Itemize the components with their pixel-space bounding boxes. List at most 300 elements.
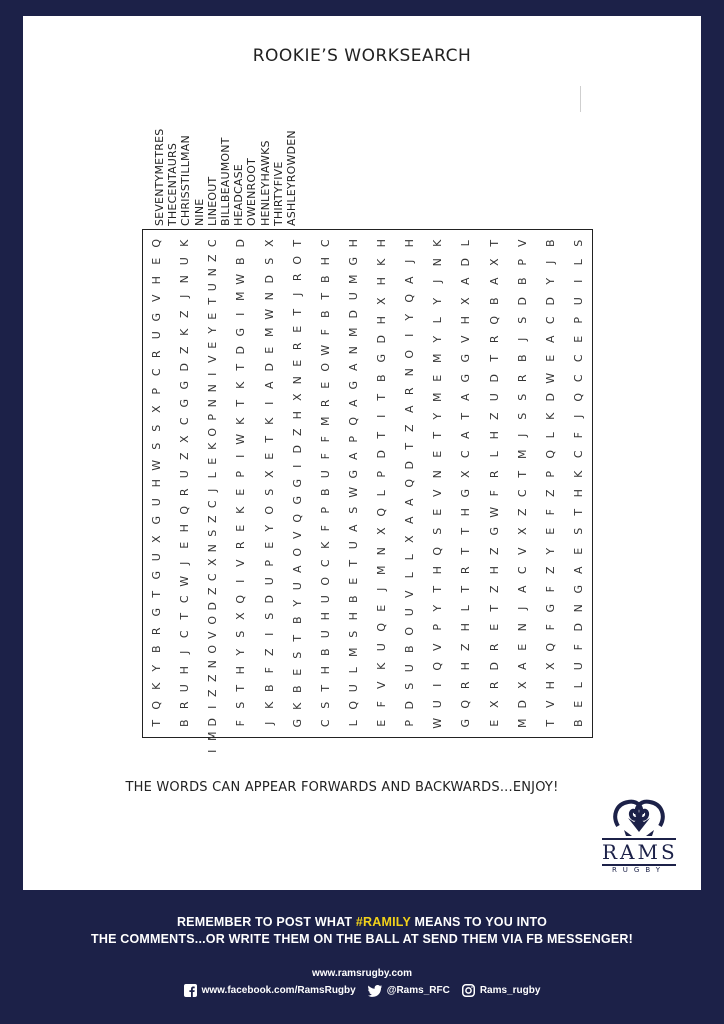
grid-letter[interactable]: D	[487, 661, 501, 671]
grid-letter[interactable]: J	[206, 488, 219, 492]
grid-letter[interactable]: R	[149, 350, 163, 358]
grid-letter[interactable]: W	[318, 344, 332, 356]
grid-letter[interactable]: N	[431, 469, 444, 478]
grid-letter[interactable]: X	[543, 662, 557, 670]
grid-letter[interactable]: O	[262, 505, 276, 515]
grid-letter[interactable]: T	[318, 684, 332, 692]
grid-letter[interactable]: D	[515, 700, 529, 709]
grid-letter[interactable]: X	[402, 534, 416, 543]
grid-letter[interactable]: S	[402, 683, 416, 690]
grid-letter[interactable]: G	[459, 354, 473, 363]
grid-letter[interactable]: X	[459, 297, 473, 305]
grid-letter[interactable]: N	[206, 384, 219, 393]
grid-letter[interactable]: U	[571, 662, 585, 671]
grid-letter[interactable]: A	[290, 565, 304, 573]
grid-letter[interactable]: T	[290, 308, 304, 316]
grid-letter[interactable]: K	[262, 417, 276, 425]
grid-letter[interactable]: Q	[149, 238, 163, 248]
grid-letter[interactable]: G	[177, 381, 191, 390]
grid-letter[interactable]: E	[206, 312, 219, 320]
grid-letter[interactable]: R	[177, 701, 191, 710]
grid-letter[interactable]: Q	[346, 416, 360, 426]
grid-letter[interactable]: R	[318, 399, 332, 408]
grid-letter[interactable]: Q	[177, 505, 191, 515]
grid-letter[interactable]: F	[487, 489, 501, 497]
grid-letter[interactable]: J	[431, 280, 444, 284]
grid-letter[interactable]: M	[346, 647, 360, 657]
grid-letter[interactable]: F	[543, 586, 557, 593]
grid-letter[interactable]: Y	[234, 648, 248, 656]
grid-letter[interactable]: K	[374, 662, 388, 670]
grid-letter[interactable]: Y	[431, 297, 444, 305]
grid-letter[interactable]: P	[262, 560, 276, 567]
grid-letter[interactable]: T	[571, 508, 585, 516]
grid-letter[interactable]: E	[431, 451, 444, 459]
grid-letter[interactable]: F	[318, 329, 332, 336]
grid-letter[interactable]: X	[149, 405, 163, 414]
grid-letter[interactable]: E	[571, 335, 585, 343]
grid-letter[interactable]: L	[402, 572, 416, 579]
grid-letter[interactable]: T	[234, 364, 248, 372]
grid-letter[interactable]: A	[346, 523, 360, 532]
grid-letter[interactable]: U	[318, 594, 332, 603]
grid-letter[interactable]: S	[234, 630, 248, 638]
grid-letter[interactable]: K	[290, 702, 304, 711]
grid-letter[interactable]: W	[234, 273, 248, 285]
grid-letter[interactable]: Q	[431, 661, 444, 671]
grid-letter[interactable]: R	[487, 470, 501, 478]
grid-letter[interactable]: I	[431, 683, 444, 687]
grid-letter[interactable]: W	[487, 506, 501, 518]
grid-letter[interactable]: V	[431, 489, 444, 497]
grid-letter[interactable]: C	[318, 559, 332, 568]
grid-letter[interactable]: T	[459, 585, 473, 593]
grid-letter[interactable]: F	[374, 701, 388, 708]
grid-letter[interactable]: H	[290, 410, 304, 419]
grid-letter[interactable]: M	[234, 291, 248, 302]
grid-letter[interactable]: F	[234, 720, 248, 727]
grid-letter[interactable]: W	[234, 433, 248, 445]
grid-letter[interactable]: I	[262, 401, 276, 405]
grid-letter[interactable]: D	[262, 594, 276, 604]
grid-letter[interactable]: S	[515, 393, 529, 401]
grid-letter[interactable]: E	[318, 382, 332, 389]
grid-letter[interactable]: Y	[206, 326, 219, 334]
grid-letter[interactable]: E	[206, 457, 219, 465]
grid-letter[interactable]: K	[177, 328, 191, 336]
grid-letter[interactable]: U	[177, 470, 191, 479]
grid-letter[interactable]: M	[431, 392, 444, 402]
grid-letter[interactable]: Q	[543, 642, 557, 652]
facebook-link[interactable]	[184, 984, 356, 997]
grid-letter[interactable]: W	[543, 372, 557, 384]
grid-letter[interactable]: Q	[374, 623, 388, 632]
grid-letter[interactable]: D	[290, 444, 304, 454]
grid-letter[interactable]: E	[290, 325, 304, 333]
grid-letter[interactable]: E	[487, 624, 501, 632]
grid-letter[interactable]: D	[234, 239, 248, 248]
grid-letter[interactable]: O	[402, 626, 416, 636]
grid-letter[interactable]: E	[515, 643, 529, 651]
grid-letter[interactable]: J	[515, 433, 529, 438]
grid-letter[interactable]: A	[262, 381, 276, 390]
grid-letter[interactable]: S	[571, 239, 585, 247]
grid-letter[interactable]: H	[487, 565, 501, 575]
grid-letter[interactable]: C	[515, 566, 529, 574]
grid-letter[interactable]: U	[374, 642, 388, 651]
grid-letter[interactable]: K	[571, 470, 585, 478]
grid-letter[interactable]: I	[206, 705, 219, 709]
grid-letter[interactable]: H	[318, 665, 332, 675]
grid-letter[interactable]: L	[571, 259, 585, 266]
grid-letter[interactable]: Q	[149, 700, 163, 710]
grid-letter[interactable]: T	[149, 720, 163, 727]
grid-letter[interactable]: I	[234, 579, 248, 583]
grid-letter[interactable]: S	[206, 529, 219, 537]
grid-letter[interactable]: A	[346, 452, 360, 461]
grid-letter[interactable]: I	[402, 333, 416, 338]
grid-letter[interactable]: C	[543, 316, 557, 324]
grid-letter[interactable]: P	[543, 470, 557, 478]
grid-letter[interactable]: O	[318, 576, 332, 586]
grid-letter[interactable]: K	[177, 239, 191, 247]
grid-letter[interactable]: U	[290, 582, 304, 591]
grid-letter[interactable]: U	[149, 331, 163, 340]
grid-letter[interactable]: U	[318, 630, 332, 639]
grid-letter[interactable]: L	[431, 317, 444, 324]
grid-letter[interactable]: B	[346, 595, 360, 603]
grid-letter[interactable]: T	[402, 443, 416, 450]
grid-letter[interactable]: H	[318, 256, 332, 266]
grid-letter[interactable]: J	[374, 587, 388, 591]
grid-letter[interactable]: H	[459, 661, 473, 671]
grid-letter[interactable]: C	[571, 373, 585, 382]
grid-letter[interactable]: P	[346, 435, 360, 443]
grid-letter[interactable]: Z	[206, 253, 219, 262]
grid-letter[interactable]: S	[262, 613, 276, 621]
grid-letter[interactable]: I	[374, 414, 388, 418]
grid-letter[interactable]: Z	[543, 566, 557, 574]
grid-letter[interactable]: Y	[543, 547, 557, 555]
grid-letter[interactable]: U	[149, 497, 163, 506]
grid-letter[interactable]: X	[487, 700, 501, 709]
grid-letter[interactable]: T	[234, 399, 248, 407]
grid-letter[interactable]: B	[515, 354, 529, 363]
grid-letter[interactable]: H	[459, 508, 473, 517]
grid-letter[interactable]: Z	[459, 643, 473, 651]
grid-letter[interactable]: D	[177, 363, 191, 372]
grid-letter[interactable]: O	[290, 547, 304, 557]
grid-letter[interactable]: C	[177, 595, 191, 603]
grid-letter[interactable]: T	[459, 528, 473, 535]
grid-letter[interactable]: L	[459, 240, 473, 247]
grid-letter[interactable]: Z	[206, 688, 219, 697]
grid-letter[interactable]: T	[290, 239, 304, 247]
grid-letter[interactable]: B	[262, 684, 276, 692]
grid-letter[interactable]: E	[571, 701, 585, 708]
grid-letter[interactable]: B	[290, 616, 304, 625]
grid-letter[interactable]: Y	[431, 412, 444, 420]
grid-letter[interactable]: B	[318, 488, 332, 496]
grid-letter[interactable]: N	[402, 368, 416, 377]
twitter-link[interactable]	[368, 985, 450, 997]
grid-letter[interactable]: S	[318, 702, 332, 710]
grid-letter[interactable]: Q	[234, 594, 248, 604]
grid-letter[interactable]: V	[543, 700, 557, 709]
grid-letter[interactable]: Y	[543, 278, 557, 286]
grid-letter[interactable]: L	[487, 451, 501, 458]
grid-letter[interactable]: X	[177, 435, 191, 443]
grid-letter[interactable]: E	[149, 258, 163, 266]
grid-letter[interactable]: G	[374, 354, 388, 363]
grid-letter[interactable]: W	[262, 308, 276, 320]
grid-letter[interactable]: E	[431, 508, 444, 516]
grid-letter[interactable]: G	[149, 312, 163, 322]
grid-letter[interactable]: V	[515, 239, 529, 248]
grid-letter[interactable]: Q	[402, 479, 416, 488]
grid-letter[interactable]: Q	[431, 546, 444, 556]
grid-letter[interactable]: R	[459, 681, 473, 690]
grid-letter[interactable]: C	[459, 450, 473, 459]
grid-letter[interactable]: S	[346, 630, 360, 638]
grid-letter[interactable]: Q	[290, 513, 304, 523]
grid-letter[interactable]: G	[571, 584, 585, 594]
grid-letter[interactable]: Z	[402, 424, 416, 432]
grid-letter[interactable]: Y	[402, 313, 416, 321]
grid-letter[interactable]: E	[262, 453, 276, 461]
grid-letter[interactable]: N	[290, 376, 304, 385]
grid-letter[interactable]: C	[206, 572, 219, 581]
grid-letter[interactable]: Q	[487, 315, 501, 325]
grid-letter[interactable]: G	[459, 373, 473, 383]
grid-letter[interactable]: Z	[206, 587, 219, 596]
grid-letter[interactable]: A	[346, 399, 360, 408]
grid-letter[interactable]: T	[290, 634, 304, 642]
grid-letter[interactable]: O	[206, 615, 219, 625]
grid-letter[interactable]: E	[571, 547, 585, 555]
grid-letter[interactable]: D	[374, 450, 388, 459]
grid-letter[interactable]: D	[262, 274, 276, 284]
grid-letter[interactable]: Z	[290, 428, 304, 436]
grid-letter[interactable]: G	[290, 719, 304, 728]
grid-letter[interactable]: K	[262, 701, 276, 710]
grid-letter[interactable]: A	[515, 662, 529, 670]
grid-letter[interactable]: V	[149, 294, 163, 303]
grid-letter[interactable]: B	[290, 685, 304, 694]
grid-letter[interactable]: X	[515, 527, 529, 536]
grid-letter[interactable]: Z	[206, 674, 219, 683]
grid-letter[interactable]: T	[374, 393, 388, 401]
grid-letter[interactable]: C	[206, 239, 219, 248]
grid-letter[interactable]: V	[402, 590, 416, 598]
grid-letter[interactable]: T	[487, 355, 501, 362]
grid-letter[interactable]: I	[571, 280, 585, 284]
grid-letter[interactable]: R	[487, 681, 501, 690]
grid-letter[interactable]: Z	[487, 585, 501, 593]
grid-letter[interactable]: U	[487, 392, 501, 402]
grid-letter[interactable]: F	[543, 624, 557, 631]
grid-letter[interactable]: D	[487, 373, 501, 383]
grid-letter[interactable]: H	[374, 315, 388, 325]
grid-letter[interactable]: V	[206, 630, 219, 639]
grid-letter[interactable]: S	[431, 528, 444, 536]
grid-letter[interactable]: U	[402, 608, 416, 617]
grid-letter[interactable]: S	[262, 488, 276, 496]
grid-letter[interactable]: S	[234, 702, 248, 710]
grid-letter[interactable]: E	[543, 528, 557, 536]
grid-letter[interactable]: R	[149, 627, 163, 635]
grid-letter[interactable]: C	[571, 450, 585, 459]
grid-letter[interactable]: J	[515, 606, 529, 611]
grid-letter[interactable]: A	[459, 431, 473, 440]
grid-letter[interactable]: R	[290, 342, 304, 351]
grid-letter[interactable]: E	[206, 341, 219, 349]
grid-letter[interactable]: X	[459, 470, 473, 478]
grid-letter[interactable]: O	[318, 363, 332, 373]
grid-letter[interactable]: P	[571, 316, 585, 324]
grid-letter[interactable]: O	[290, 256, 304, 265]
grid-letter[interactable]: Y	[262, 524, 276, 532]
grid-letter[interactable]: X	[290, 393, 304, 402]
grid-letter[interactable]: V	[459, 335, 473, 344]
grid-letter[interactable]: K	[234, 381, 248, 390]
grid-letter[interactable]: M	[515, 718, 529, 729]
grid-letter[interactable]: A	[402, 516, 416, 525]
grid-letter[interactable]: X	[515, 681, 529, 690]
grid-letter[interactable]: Z	[487, 546, 501, 555]
grid-letter[interactable]: X	[374, 527, 388, 536]
grid-letter[interactable]: U	[402, 664, 416, 673]
grid-letter[interactable]: E	[290, 359, 304, 367]
grid-letter[interactable]: K	[431, 239, 444, 247]
grid-letter[interactable]: H	[234, 665, 248, 675]
grid-letter[interactable]: E	[177, 542, 191, 550]
grid-letter[interactable]: A	[571, 566, 585, 574]
grid-letter[interactable]: M	[262, 327, 276, 337]
grid-letter[interactable]: A	[402, 276, 416, 284]
grid-letter[interactable]: T	[234, 684, 248, 692]
grid-letter[interactable]: C	[206, 500, 219, 509]
grid-letter[interactable]: A	[515, 585, 529, 593]
grid-letter[interactable]: I	[206, 749, 219, 753]
grid-letter[interactable]: B	[177, 719, 191, 728]
grid-letter[interactable]: T	[318, 293, 332, 300]
grid-letter[interactable]: P	[431, 624, 444, 631]
grid-letter[interactable]: R	[487, 335, 501, 344]
grid-letter[interactable]: Z	[487, 412, 501, 420]
grid-letter[interactable]: G	[290, 479, 304, 488]
grid-letter[interactable]: H	[543, 681, 557, 690]
grid-letter[interactable]: Z	[206, 514, 219, 523]
grid-letter[interactable]: A	[402, 405, 416, 414]
grid-letter[interactable]: W	[431, 718, 444, 730]
grid-letter[interactable]: G	[346, 381, 360, 390]
grid-letter[interactable]: B	[318, 310, 332, 319]
grid-letter[interactable]: N	[374, 546, 388, 555]
grid-letter[interactable]: F	[318, 453, 332, 460]
grid-letter[interactable]: H	[487, 431, 501, 440]
grid-letter[interactable]: H	[374, 239, 388, 248]
grid-letter[interactable]: Q	[571, 392, 585, 402]
grid-letter[interactable]: U	[346, 292, 360, 301]
grid-letter[interactable]: T	[149, 590, 163, 598]
grid-letter[interactable]: D	[515, 296, 529, 306]
grid-letter[interactable]: J	[177, 294, 191, 299]
grid-letter[interactable]: E	[346, 577, 360, 585]
grid-letter[interactable]: G	[234, 327, 248, 337]
grid-letter[interactable]: D	[543, 392, 557, 402]
grid-letter[interactable]: A	[346, 363, 360, 372]
grid-letter[interactable]: H	[459, 623, 473, 632]
grid-letter[interactable]: R	[459, 566, 473, 574]
grid-letter[interactable]: H	[149, 276, 163, 285]
grid-letter[interactable]: Q	[459, 700, 473, 709]
grid-letter[interactable]: B	[402, 645, 416, 654]
grid-letter[interactable]: G	[346, 470, 360, 479]
grid-letter[interactable]: G	[290, 496, 304, 505]
grid-letter[interactable]: J	[402, 260, 416, 264]
grid-letter[interactable]: H	[374, 277, 388, 286]
grid-letter[interactable]: U	[318, 470, 332, 479]
grid-letter[interactable]: T	[177, 613, 191, 621]
grid-letter[interactable]: H	[318, 612, 332, 621]
grid-letter[interactable]: B	[571, 719, 585, 728]
grid-letter[interactable]: L	[374, 490, 388, 497]
grid-letter[interactable]: G	[149, 608, 163, 617]
grid-letter[interactable]: R	[177, 488, 191, 497]
grid-letter[interactable]: F	[571, 432, 585, 439]
grid-letter[interactable]: K	[206, 442, 219, 450]
grid-letter[interactable]: F	[571, 643, 585, 651]
grid-letter[interactable]: D	[234, 345, 248, 355]
grid-letter[interactable]: V	[290, 531, 304, 539]
grid-letter[interactable]: C	[318, 719, 332, 728]
grid-letter[interactable]: C	[571, 354, 585, 363]
grid-letter[interactable]: S	[149, 424, 163, 432]
grid-letter[interactable]: V	[234, 559, 248, 568]
grid-letter[interactable]: K	[149, 682, 163, 691]
grid-letter[interactable]: E	[262, 346, 276, 354]
grid-letter[interactable]: G	[149, 516, 163, 525]
grid-letter[interactable]: P	[515, 259, 529, 266]
grid-letter[interactable]: K	[234, 417, 248, 425]
grid-letter[interactable]: V	[515, 546, 529, 555]
grid-letter[interactable]: M	[431, 353, 444, 364]
grid-letter[interactable]: I	[290, 464, 304, 468]
grid-letter[interactable]: E	[234, 488, 248, 496]
grid-letter[interactable]: D	[543, 296, 557, 306]
grid-letter[interactable]: Z	[177, 346, 191, 354]
grid-letter[interactable]: C	[318, 239, 332, 248]
grid-letter[interactable]: E	[290, 668, 304, 676]
grid-letter[interactable]: E	[234, 524, 248, 532]
instagram-link[interactable]	[462, 984, 541, 997]
grid-letter[interactable]: J	[177, 561, 191, 565]
grid-letter[interactable]: T	[431, 432, 444, 439]
grid-letter[interactable]: Y	[290, 600, 304, 607]
grid-letter[interactable]: S	[290, 651, 304, 659]
grid-letter[interactable]: R	[290, 273, 304, 282]
grid-letter[interactable]: N	[571, 604, 585, 613]
grid-letter[interactable]: L	[346, 666, 360, 674]
grid-letter[interactable]: B	[515, 277, 529, 286]
grid-letter[interactable]: H	[177, 523, 191, 532]
grid-letter[interactable]: D	[402, 700, 416, 710]
grid-letter[interactable]: T	[515, 470, 529, 478]
grid-letter[interactable]: D	[402, 460, 416, 470]
grid-letter[interactable]: T	[431, 585, 444, 593]
grid-letter[interactable]: E	[487, 720, 501, 728]
